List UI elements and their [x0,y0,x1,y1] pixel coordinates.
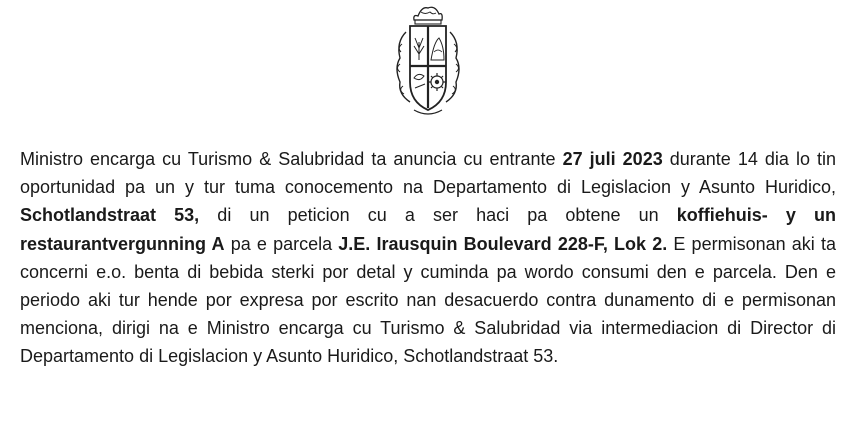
notice-date: 27 juli 2023 [562,149,663,169]
notice-text-2: durante 14 dia lo tin oportunidad pa un y tur tuma conocemento na Departamento di Legislacion y Asunto Huridico, [20,149,837,198]
notice-text-1: Ministro encarga cu Turismo & Salubridad ta anuncia cu entrante [20,149,563,169]
notice-license-type: koffiehuis- y un restaurantvergunning A [20,205,836,254]
notice-paragraph [20,145,836,371]
notice-parcel: J.E. Irausquin Boulevard 228-F, Lok 2. [338,233,668,254]
notice-text-5: E permisonan aki ta concerni e.o. benta di bebida sterki por detal y cuminda pa wordo consumi den e parcela. Den e periodo aki tur hende por expresa por escrito nan desacuerdo contra dunamento di e permisonan menciona, dirigi na e Ministro encarga cu Turismo & Salubridad via intermediacion di Director di Departamento di Legislacion y Asunto Huridico, Schotlandstraat 53. [20,233,836,367]
notice-text-4: pa e parcela [224,233,339,254]
notice-office-address: Schotlandstraat 53, [20,205,200,226]
notice-text-3: di un peticion cu a ser haci pa obtene un [199,205,677,226]
coat-of-arms-icon [388,2,468,122]
